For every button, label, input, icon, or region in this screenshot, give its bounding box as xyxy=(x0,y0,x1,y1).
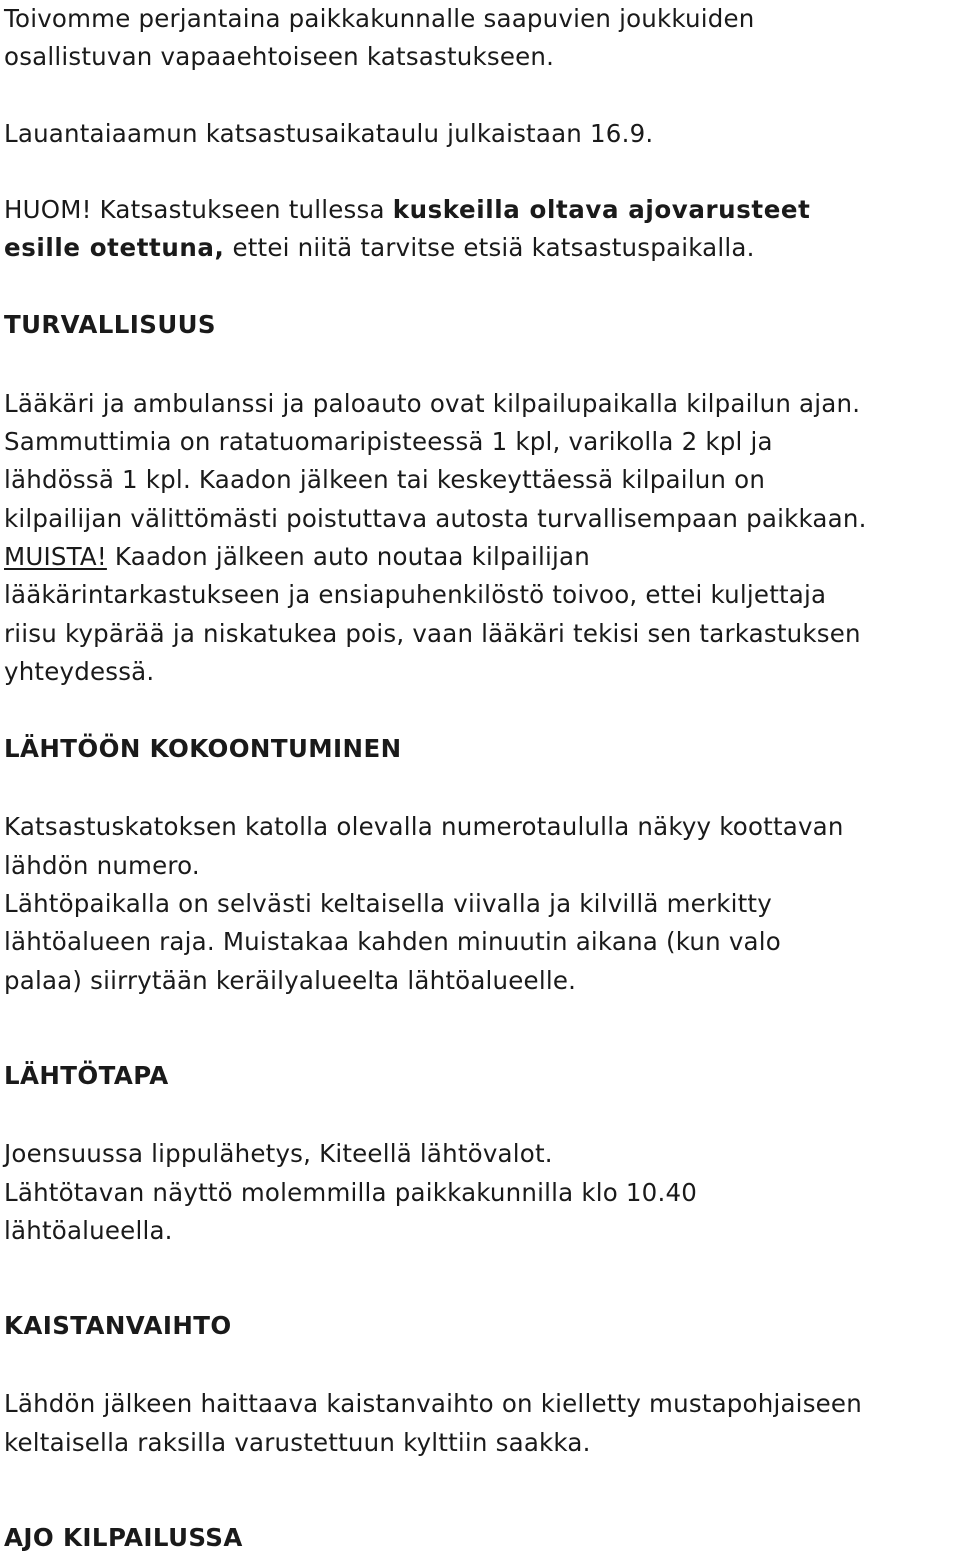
kaistanvaihto-line-1: Lähdön jälkeen haittaava kaistanvaihto on kielletty mustapohjaiseen xyxy=(4,1389,862,1419)
muista-label: MUISTA! xyxy=(4,541,107,571)
turvallisuus-line-8: yhteydessä. xyxy=(4,656,155,686)
ajo-kilpailussa-section xyxy=(4,1519,956,1557)
turvallisuus-line-2: Sammuttimia on ratatuomaripisteessä 1 kpl, varikolla 2 kpl ja xyxy=(4,427,773,457)
lahtoon-line-1: Katsastuskatoksen katolla olevalla numerotaululla näkyy koottavan xyxy=(4,812,844,842)
section-heading-ajo-kilpailussa: AJO KILPAILUSSA xyxy=(4,1523,243,1553)
lahtoon-line-4: lähtöalueen raja. Muistakaa kahden minuutin aikana (kun valo xyxy=(4,927,781,957)
turvallisuus-line-3: lähdössä 1 kpl. Kaadon jälkeen tai keskeyttäessä kilpailun on xyxy=(4,465,766,495)
section-heading-lahtoon-kokoontuminen: LÄHTÖÖN KOKOONTUMINEN xyxy=(4,734,402,764)
intro-line-2: osallistuvan vapaaehtoiseen katsastukseen. xyxy=(4,42,555,72)
turvallisuus-line-1: Lääkäri ja ambulanssi ja paloauto ovat kilpailupaikalla kilpailun ajan. xyxy=(4,388,861,418)
spacer xyxy=(4,77,956,115)
spacer xyxy=(4,1345,956,1385)
turvallisuus-section xyxy=(4,306,956,730)
lahtoon-kokoontuminen-section xyxy=(4,730,956,1057)
section-heading-kaistanvaihto: KAISTANVAIHTO xyxy=(4,1311,232,1341)
huom-line-1 xyxy=(4,191,956,229)
document-page xyxy=(4,0,956,1557)
lahtotapa-section xyxy=(4,1057,956,1307)
spacer xyxy=(4,1000,956,1057)
lahtotapa-line-1: Joensuussa lippulähetys, Kiteellä lähtövalot. xyxy=(4,1139,553,1169)
lahtotapa-line-3: lähtöalueella. xyxy=(4,1215,173,1245)
turvallisuus-line-7: riisu kypärää ja niskatukea pois, vaan lääkäri tekisi sen tarkastuksen xyxy=(4,618,861,648)
huom-line-2 xyxy=(4,229,956,267)
turvallisuus-line-5 xyxy=(4,538,956,576)
lahtoon-line-3: Lähtöpaikalla on selvästi keltaisella viivalla ja kilvillä merkitty xyxy=(4,889,772,919)
kaistanvaihto-section xyxy=(4,1307,956,1519)
lahtoon-line-5: palaa) siirrytään keräilyalueelta lähtöalueelle. xyxy=(4,965,577,995)
spacer xyxy=(4,691,956,730)
spacer xyxy=(4,267,956,306)
turvallisuus-line-4: kilpailijan välittömästi poistuttava autosta turvallisempaan paikkaan. xyxy=(4,503,867,533)
kaistanvaihto-line-2: keltaisella raksilla varustettuun kylttiin saakka. xyxy=(4,1427,591,1457)
lahtotapa-line-2: Lähtötavan näyttö molemmilla paikkakunnilla klo 10.40 xyxy=(4,1177,698,1207)
spacer xyxy=(4,153,956,191)
spacer xyxy=(4,345,956,385)
intro-section xyxy=(4,0,956,191)
spacer xyxy=(4,1095,956,1135)
huom-rest: ettei niitä tarvitse etsiä katsastuspaikalla. xyxy=(224,233,755,263)
lahtoon-line-2: lähdön numero. xyxy=(4,850,200,880)
intro-schedule-line: Lauantaiaamun katsastusaikataulu julkaistaan 16.9. xyxy=(4,118,654,148)
turvallisuus-line-5-rest: Kaadon jälkeen auto noutaa kilpailijan xyxy=(106,541,590,571)
intro-line-1: Toivomme perjantaina paikkakunnalle saapuvien joukkuiden xyxy=(4,4,755,33)
section-heading-lahtotapa: LÄHTÖTAPA xyxy=(4,1060,169,1090)
huom-bold-text-2: esille otettuna, xyxy=(4,233,225,263)
huom-section xyxy=(4,191,956,307)
spacer xyxy=(4,1462,956,1519)
spacer xyxy=(4,1250,956,1307)
spacer xyxy=(4,768,956,808)
huom-bold-text: kuskeilla oltava ajovarusteet xyxy=(392,194,811,224)
huom-prefix: HUOM! Katsastukseen tullessa xyxy=(4,194,393,224)
turvallisuus-line-6: lääkärintarkastukseen ja ensiapuhenkilöstö toivoo, ettei kuljettaja xyxy=(4,580,827,610)
section-heading-turvallisuus: TURVALLISUUS xyxy=(4,310,216,340)
